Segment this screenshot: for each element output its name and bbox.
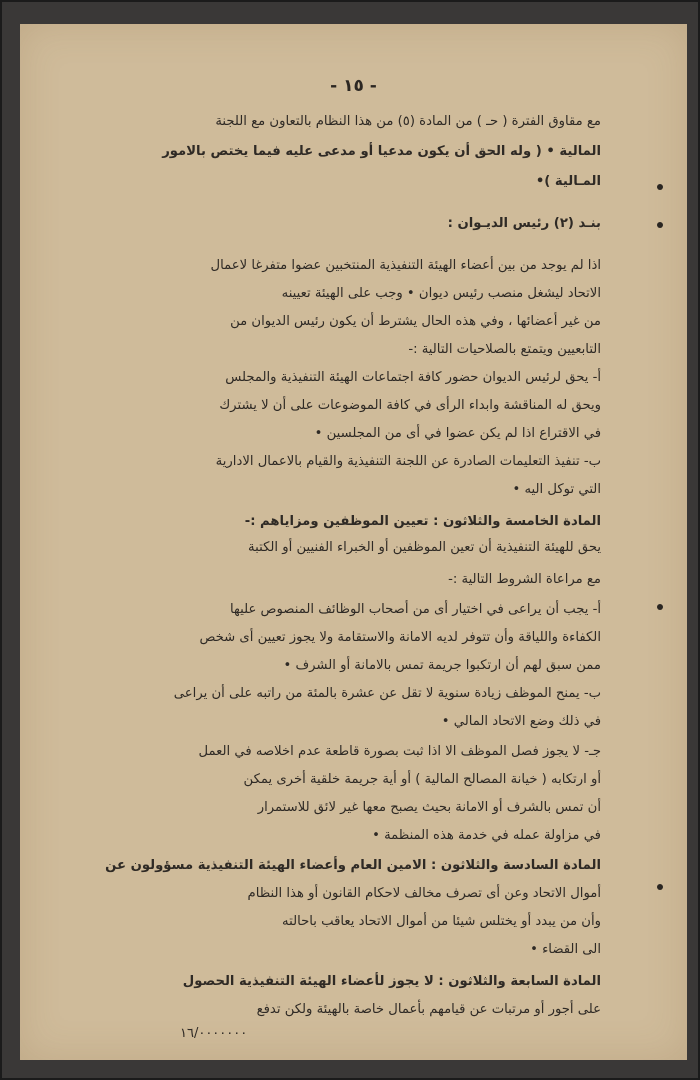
text-line: المـالية )• (535, 174, 601, 189)
footer-code: ١٦/٠٠٠٠٠٠٠ (180, 1026, 248, 1041)
punch-hole (657, 884, 663, 890)
text-line: في ذلك وضع الاتحاد المالي • (441, 714, 601, 729)
document-page (20, 24, 687, 1060)
text-line: اذا لم يوجد من بين أعضاء الهيئة التنفيذية المنتخبين عضوا متفرغا لاعمال (210, 258, 601, 273)
text-line: ممن سبق لهم أن ارتكبوا جريمة تمس بالامانة أو الشرف • (283, 658, 601, 673)
text-line: مع مراعاة الشروط التالية :- (448, 572, 601, 587)
text-line: التي توكل اليه • (512, 482, 601, 497)
text-line: أو ارتكابه ( خيانة المصالح المالية ) أو أية جريمة خلقية أخرى يمكن (243, 772, 601, 787)
text-line: يحق للهيئة التنفيذية أن تعين الموظفين أو الخبراء الفنيين أو الكتبة (248, 540, 601, 555)
text-line: أن تمس بالشرف أو الامانة بحيث يصبح معها غير لائق للاستمرار (257, 800, 601, 815)
article-heading: المادة الخامسة والثلاثون : تعيين الموظفين ومزاياهم :- (244, 514, 601, 529)
list-item: ب- يمنح الموظف زيادة سنوية لا تقل عن عشرة بالمئة من راتبه على أن يراعى (173, 686, 601, 701)
article-heading: المادة السابعة والثلاثون : لا يجوز لأعضاء الهيئة التنفيذية الحصول (182, 974, 601, 989)
text-line: التابعيين ويتمتع بالصلاحيات التالية :- (408, 342, 601, 357)
text-line: الكفاءة واللياقة وأن تتوفر لديه الامانة والاستقامة ولا يجوز تعيين أى شخص (199, 630, 601, 645)
list-item: ب- تنفيذ التعليمات الصادرة عن اللجنة التنفيذية والقيام بالاعمال الادارية (215, 454, 601, 469)
text-line: المالية • ( وله الحق أن يكون مدعيا أو مدعى عليه فيما يختص بالامور (162, 144, 601, 159)
article-heading: المادة السادسة والثلاثون : الامين العام وأعضاء الهيئة التنفيذية مسؤولون عن (105, 858, 601, 873)
text-line: الى القضاء • (530, 942, 601, 957)
list-item: جـ- لا يجوز فصل الموظف الا اذا ثبت بصورة قاطعة عدم اخلاصه في العمل (198, 744, 601, 759)
text-line: أموال الاتحاد وعن أى تصرف مخالف لاحكام القانون أو هذا النظام (247, 886, 601, 901)
page-number: - ١٥ - (330, 76, 377, 96)
text-line: مع مقاوق الفترة ( حـ ) من المادة (٥) من هذا النظام بالتعاون مع اللجنة (215, 114, 601, 129)
section-heading: بنـد (٢) رئيس الديـوان : (447, 216, 601, 231)
text-line: ويحق له المناقشة وابداء الرأى في كافة الموضوعات على أن لا يشترك (219, 398, 601, 413)
text-line: في مزاولة عمله في خدمة هذه المنظمة • (372, 828, 601, 843)
punch-hole (657, 604, 663, 610)
punch-hole (657, 222, 663, 228)
punch-hole (657, 184, 663, 190)
text-line: على أجور أو مرتبات عن قيامهم بأعمال خاصة بالهيئة ولكن تدفع (256, 1002, 601, 1017)
list-item: أ- يحق لرئيس الديوان حضور كافة اجتماعات الهيئة التنفيذية والمجلس (225, 370, 601, 385)
list-item: أ- يجب أن يراعى في اختيار أى من أصحاب الوظائف المنصوص عليها (230, 602, 601, 617)
text-line: في الاقتراع اذا لم يكن عضوا في أى من المجلسين • (314, 426, 601, 441)
text-line: وأن من يبدد أو يختلس شيئا من أموال الاتحاد يعاقب باحالته (282, 914, 601, 929)
text-line: من غير أعضائها ، وفي هذه الحال يشترط أن يكون رئيس الديوان من (230, 314, 601, 329)
text-line: الاتحاد ليشغل منصب رئيس ديوان • وجب على الهيئة تعيينه (281, 286, 601, 301)
